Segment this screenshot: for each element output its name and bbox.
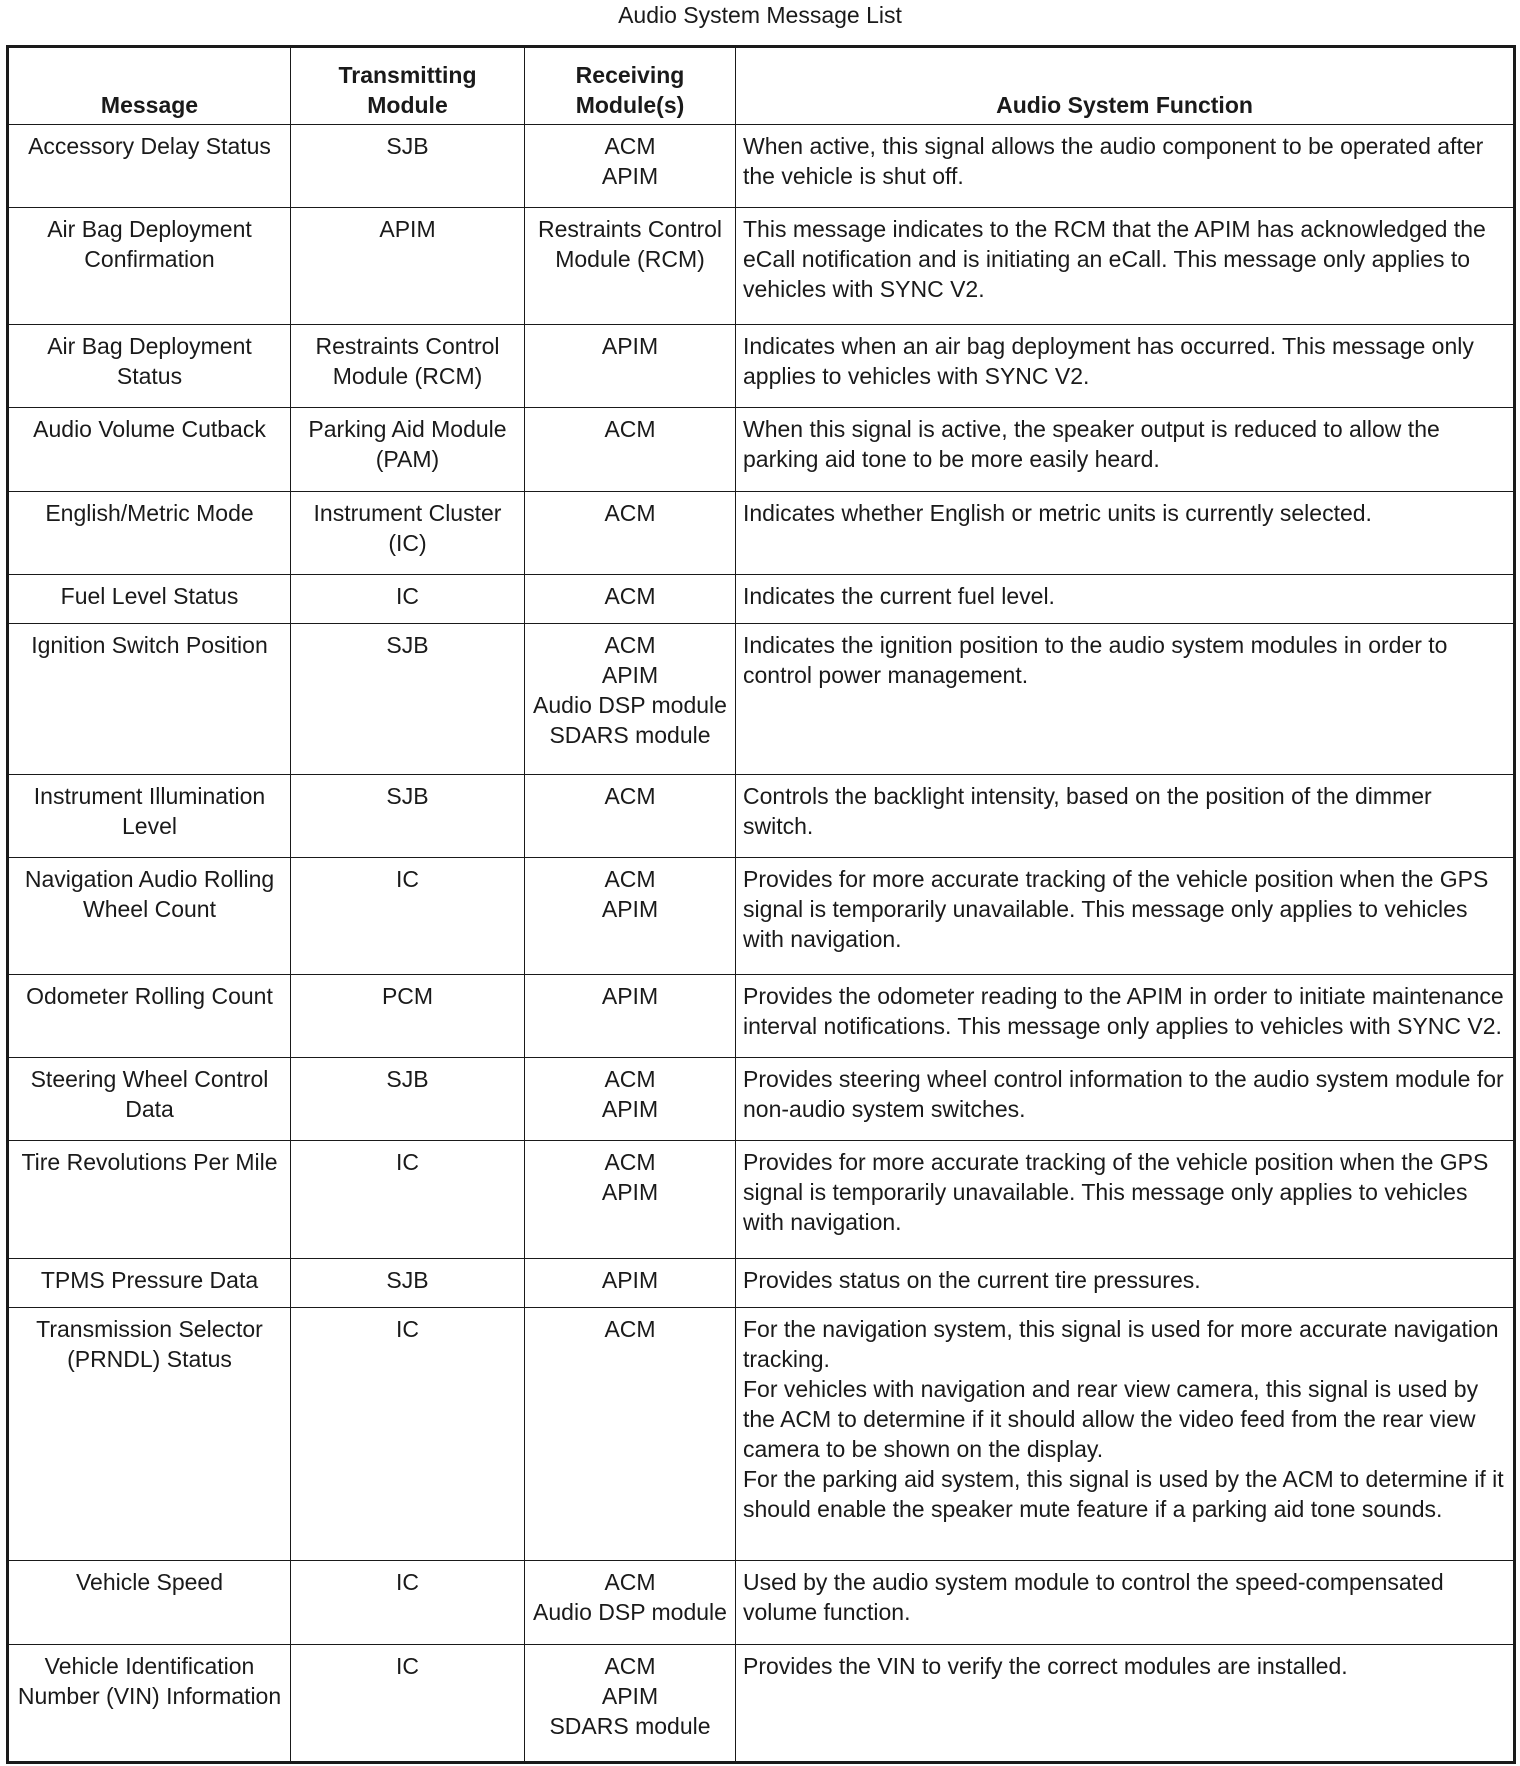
cell-audio-system-function [736, 1058, 1515, 1141]
cell-audio-system-function [736, 491, 1515, 574]
cell-audio-system-function [736, 325, 1515, 408]
table-row [8, 408, 1515, 491]
cell-transmitting-module: SJB [291, 774, 525, 857]
cell-transmitting-module: Restraints Control Module (RCM) [291, 325, 525, 408]
cell-message: Audio Volume Cutback [8, 408, 291, 491]
receiving-module: APIM [601, 1096, 659, 1123]
cell-receiving-modules [525, 1644, 736, 1762]
header-receiving-modules: Receiving Module(s) [525, 47, 736, 125]
cell-receiving-modules [525, 858, 736, 975]
cell-message: Air Bag Deployment Confirmation [8, 208, 291, 325]
receiving-module: Restraints Control Module (RCM) [537, 216, 723, 273]
table-body [8, 125, 1515, 1763]
cell-audio-system-function [736, 858, 1515, 975]
receiving-module: APIM [601, 983, 659, 1010]
table-row [8, 1258, 1515, 1307]
receiving-module: APIM [601, 1682, 659, 1709]
cell-message: Odometer Rolling Count [8, 975, 291, 1058]
cell-transmitting-module: Parking Aid Module (PAM) [291, 408, 525, 491]
table-row [8, 1307, 1515, 1561]
header-transmitting-module: Transmitting Module [291, 47, 525, 125]
cell-receiving-modules [525, 1307, 736, 1561]
function-paragraph: Indicates whether English or metric units is currently selected. [743, 499, 1372, 526]
cell-transmitting-module: SJB [291, 1258, 525, 1307]
cell-transmitting-module: IC [291, 858, 525, 975]
receiving-module: ACM [604, 866, 656, 893]
cell-transmitting-module: IC [291, 1307, 525, 1561]
function-paragraph: Indicates the current fuel level. [743, 582, 1055, 609]
function-paragraph: Indicates the ignition position to the audio system modules in order to control power management. [743, 631, 1448, 688]
function-paragraph: Provides steering wheel control information to the audio system module for non-audio system switches. [743, 1066, 1504, 1123]
header-message: Message [8, 47, 291, 125]
cell-transmitting-module: SJB [291, 1058, 525, 1141]
cell-message: Steering Wheel Control Data [8, 1058, 291, 1141]
function-paragraph: Used by the audio system module to control the speed-compensated volume function. [743, 1569, 1444, 1626]
table-row [8, 1141, 1515, 1258]
function-paragraph: When active, this signal allows the audio component to be operated after the vehicle is shut off. [743, 133, 1484, 189]
header-audio-system-function: Audio System Function [736, 47, 1515, 125]
receiving-module: APIM [601, 661, 659, 688]
cell-receiving-modules [525, 1141, 736, 1258]
cell-message: Vehicle Identification Number (VIN) Information [8, 1644, 291, 1762]
receiving-module: SDARS module [549, 721, 711, 748]
function-paragraph: For vehicles with navigation and rear view camera, this signal is used by the ACM to determine if it should allow the video feed from the rear view camera to be shown on the display. [743, 1375, 1479, 1462]
cell-receiving-modules [525, 975, 736, 1058]
table-row [8, 623, 1515, 774]
cell-audio-system-function [736, 1644, 1515, 1762]
receiving-module: ACM [604, 1569, 656, 1596]
receiving-module: ACM [604, 1149, 656, 1176]
function-paragraph: Controls the backlight intensity, based on the position of the dimmer switch. [743, 782, 1432, 839]
table-row [8, 1058, 1515, 1141]
cell-transmitting-module: SJB [291, 623, 525, 774]
receiving-module: APIM [601, 1179, 659, 1206]
function-paragraph: Provides for more accurate tracking of the vehicle position when the GPS signal is temporarily unavailable. This message only applies to vehicles with navigation. [743, 866, 1489, 953]
cell-audio-system-function [736, 975, 1515, 1058]
receiving-module: Audio DSP module [533, 1599, 727, 1626]
cell-receiving-modules [525, 325, 736, 408]
cell-receiving-modules [525, 491, 736, 574]
cell-message: TPMS Pressure Data [8, 1258, 291, 1307]
receiving-module: ACM [604, 1066, 656, 1093]
cell-transmitting-module: PCM [291, 975, 525, 1058]
receiving-module: ACM [604, 133, 656, 159]
cell-receiving-modules [525, 408, 736, 491]
cell-message: Vehicle Speed [8, 1561, 291, 1644]
cell-audio-system-function [736, 623, 1515, 774]
table-header-row [8, 47, 1515, 125]
cell-transmitting-module: IC [291, 1561, 525, 1644]
cell-audio-system-function [736, 208, 1515, 325]
cell-transmitting-module: IC [291, 574, 525, 623]
cell-receiving-modules [525, 774, 736, 857]
function-paragraph: Provides the VIN to verify the correct modules are installed. [743, 1652, 1348, 1679]
receiving-module: Audio DSP module [533, 691, 727, 718]
function-paragraph: Provides the odometer reading to the APIM in order to initiate maintenance interval notifications. This message only applies to vehicles with SYNC V2. [743, 983, 1504, 1040]
table-row [8, 574, 1515, 623]
table-row [8, 325, 1515, 408]
cell-message: Air Bag Deployment Status [8, 325, 291, 408]
page-title: Audio System Message List [618, 2, 902, 28]
table-row [8, 858, 1515, 975]
cell-receiving-modules [525, 574, 736, 623]
cell-message: Instrument Illumination Level [8, 774, 291, 857]
table-row [8, 491, 1515, 574]
table-row [8, 1644, 1515, 1762]
cell-audio-system-function [736, 408, 1515, 491]
cell-message: Fuel Level Status [8, 574, 291, 623]
receiving-module: ACM [604, 1652, 656, 1679]
table-row [8, 1561, 1515, 1644]
function-paragraph: Indicates when an air bag deployment has occurred. This message only applies to vehicles with SYNC V2. [743, 333, 1474, 390]
cell-audio-system-function [736, 774, 1515, 857]
receiving-module: ACM [604, 499, 656, 526]
cell-audio-system-function [736, 1561, 1515, 1644]
receiving-module: APIM [601, 1266, 659, 1293]
receiving-module: APIM [601, 333, 659, 360]
function-paragraph: Provides status on the current tire pressures. [743, 1266, 1201, 1293]
cell-receiving-modules [525, 208, 736, 325]
function-paragraph: When this signal is active, the speaker output is reduced to allow the parking aid tone to be more easily heard. [743, 416, 1440, 473]
cell-audio-system-function [736, 574, 1515, 623]
function-paragraph: Provides for more accurate tracking of the vehicle position when the GPS signal is temporarily unavailable. This message only applies to vehicles with navigation. [743, 1149, 1489, 1236]
audio-message-table [6, 45, 1516, 1764]
table-row [8, 208, 1515, 325]
function-paragraph: For the parking aid system, this signal is used by the ACM to determine if it should enable the speaker mute feature if a parking aid tone sounds. [743, 1465, 1504, 1522]
table-row [8, 125, 1515, 208]
table-row [8, 774, 1515, 857]
receiving-module: SDARS module [549, 1712, 711, 1739]
function-paragraph: This message indicates to the RCM that the APIM has acknowledged the eCall notification and is initiating an eCall. This message only applies to vehicles with SYNC V2. [743, 216, 1486, 303]
table-row [8, 975, 1515, 1058]
cell-message: English/Metric Mode [8, 491, 291, 574]
cell-message: Transmission Selector (PRNDL) Status [8, 1307, 291, 1561]
function-paragraph: For the navigation system, this signal is used for more accurate navigation tracking. [743, 1315, 1499, 1372]
receiving-module: ACM [604, 582, 656, 609]
cell-audio-system-function [736, 125, 1515, 208]
receiving-module: APIM [601, 896, 659, 923]
cell-receiving-modules [525, 125, 736, 208]
receiving-module: ACM [604, 416, 656, 443]
receiving-module: ACM [604, 782, 656, 809]
receiving-module: APIM [601, 163, 659, 189]
cell-audio-system-function [736, 1141, 1515, 1258]
cell-audio-system-function [736, 1258, 1515, 1307]
cell-message: Accessory Delay Status [8, 125, 291, 208]
cell-receiving-modules [525, 1058, 736, 1141]
cell-message: Navigation Audio Rolling Wheel Count [8, 858, 291, 975]
cell-receiving-modules [525, 1258, 736, 1307]
cell-receiving-modules [525, 1561, 736, 1644]
receiving-module: ACM [604, 631, 656, 658]
cell-message: Ignition Switch Position [8, 623, 291, 774]
cell-message: Tire Revolutions Per Mile [8, 1141, 291, 1258]
cell-transmitting-module: APIM [291, 208, 525, 325]
cell-transmitting-module: IC [291, 1644, 525, 1762]
cell-transmitting-module: SJB [291, 125, 525, 208]
receiving-module: ACM [604, 1315, 656, 1342]
cell-transmitting-module: IC [291, 1141, 525, 1258]
cell-audio-system-function [736, 1307, 1515, 1561]
cell-transmitting-module: Instrument Cluster (IC) [291, 491, 525, 574]
cell-receiving-modules [525, 623, 736, 774]
